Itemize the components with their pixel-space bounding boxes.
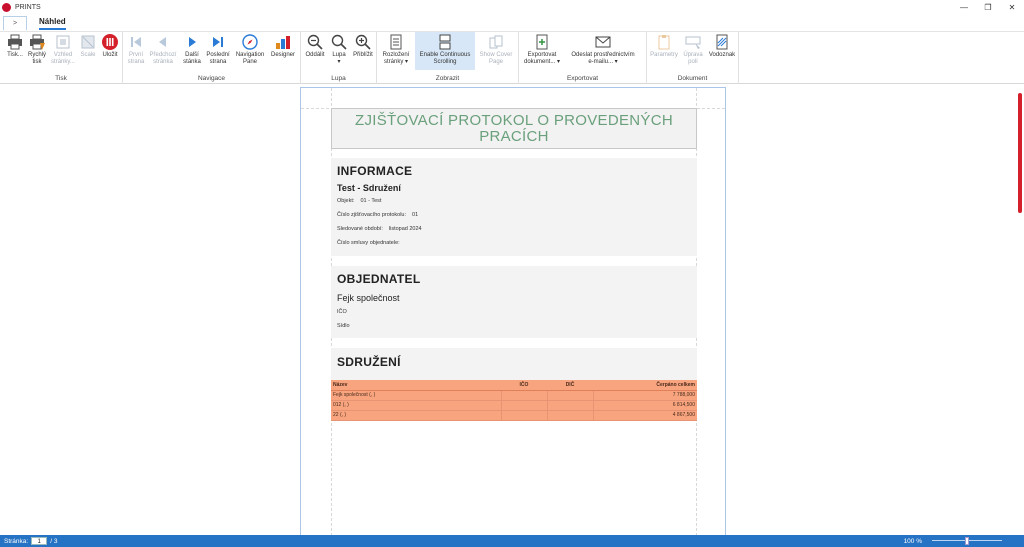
cover-page-icon: [488, 34, 504, 50]
show-cover-page-button[interactable]: Show Cover Page: [477, 34, 515, 66]
objednatel-name: Fejk společnost: [337, 293, 400, 303]
group-label-navigace: Navigace: [197, 75, 226, 82]
table-header-row: [331, 380, 697, 390]
ribbon: [0, 31, 1024, 84]
window-controls: [952, 0, 1024, 14]
zoom-percent: 100 %: [903, 537, 922, 545]
parameters-button[interactable]: Parametry: [649, 34, 679, 59]
section-informace: [331, 158, 697, 256]
group-label-lupa: Lupa: [331, 75, 346, 82]
group-navigace: [123, 32, 301, 84]
document-title-box: [331, 108, 697, 149]
last-page-icon: [210, 34, 226, 50]
parameters-icon: [656, 34, 672, 50]
page-total: / 3: [50, 537, 58, 545]
continuous-scrolling-button[interactable]: Enable Continuous Scrolling: [415, 32, 475, 70]
next-page-button[interactable]: Další stánka: [181, 34, 203, 66]
close-button[interactable]: ✕: [1008, 2, 1016, 12]
edit-fields-button[interactable]: Úprava polí: [681, 34, 705, 66]
zoom-dropdown-button[interactable]: Lupa ▾: [329, 34, 349, 66]
info-row-objekt: Objekt: 01 - Test: [337, 198, 382, 204]
document-page: [300, 87, 726, 537]
restore-button[interactable]: ❐: [984, 2, 992, 12]
magnifier-icon: [331, 34, 347, 50]
informace-subtitle: Test - Sdružení: [337, 183, 401, 193]
navigation-pane-button[interactable]: Navigation Pane: [233, 34, 267, 66]
minimize-button[interactable]: —: [960, 2, 968, 12]
table-row: 012 (, ) 6 814,500: [333, 402, 695, 408]
group-label-dokument: Dokument: [677, 75, 708, 82]
page-label: Stránka:: [4, 537, 29, 545]
sdruzeni-table: [331, 380, 697, 421]
export-document-button[interactable]: Exportovat dokument... ▾: [521, 34, 563, 66]
document-title: ZJIŠŤOVACÍ PROTOKOL O PROVEDENÝCH PRACÍCH: [354, 111, 673, 145]
group-label-tisk: Tisk: [55, 75, 67, 82]
info-row-obdobi: Sledované období: listopad 2024: [337, 226, 422, 232]
page-layout-icon: [388, 34, 404, 50]
watermark-icon: [714, 34, 730, 50]
ribbon-tab-row: [0, 14, 1024, 30]
export-icon: [534, 34, 550, 50]
zoom-out-button[interactable]: Oddálit: [303, 34, 327, 59]
first-page-icon: [128, 34, 144, 50]
info-row-smlouva: Číslo smluvy objednatele:: [337, 240, 400, 246]
tab-nahled[interactable]: Náhled: [39, 17, 66, 30]
document-viewer[interactable]: [0, 85, 1024, 535]
last-page-button[interactable]: Poslední strana: [205, 34, 231, 66]
designer-icon: [275, 34, 291, 50]
page-setup-icon: [55, 34, 71, 50]
print-button[interactable]: Tisk...: [4, 34, 26, 59]
continuous-scroll-icon: [437, 34, 453, 50]
app-title: PRINTS: [15, 3, 41, 11]
section-objednatel: [331, 266, 697, 338]
compass-icon: [242, 34, 258, 50]
send-email-button[interactable]: Odeslat prostřednictvím e-mailu... ▾: [565, 34, 641, 66]
quick-print-button[interactable]: Rychlý tisk: [26, 34, 48, 66]
section-heading-informace: INFORMACE: [337, 164, 413, 178]
quick-printer-icon: [29, 34, 45, 50]
printer-icon: [7, 34, 23, 50]
save-icon: [102, 34, 118, 50]
table-row: Fejk společnost (, ) 7 788,000: [333, 392, 695, 398]
table-header-ico: IČO: [501, 380, 547, 390]
next-page-icon: [184, 34, 200, 50]
objednatel-sidlo: Sídlo: [337, 323, 350, 329]
group-zobrazit: [377, 32, 519, 84]
group-tisk: [0, 32, 123, 84]
scale-icon: [80, 34, 96, 50]
prev-page-button[interactable]: Předchozí stránka: [149, 34, 177, 66]
scale-button[interactable]: Scale: [78, 34, 98, 59]
page-setup-button[interactable]: Vzhled stránky...: [50, 34, 76, 66]
zoom-in-icon: [355, 34, 371, 50]
section-sdruzeni: [331, 348, 697, 380]
prev-page-icon: [155, 34, 171, 50]
table-header-nazev: Název: [331, 380, 501, 390]
page-layout-button[interactable]: Rozložení stránky ▾: [379, 34, 413, 66]
title-bar: [0, 0, 1024, 14]
group-exportovat: [519, 32, 647, 84]
group-label-zobrazit: Zobrazit: [435, 75, 460, 82]
app-menu-button[interactable]: >: [3, 16, 27, 30]
edit-fields-icon: [685, 34, 701, 50]
designer-button[interactable]: Designer: [269, 34, 297, 59]
status-bar: [0, 535, 1024, 547]
info-row-cislo-protokolu: Číslo zjišťovacího protokolu: 01: [337, 212, 419, 218]
app-logo-icon: [2, 3, 11, 12]
zoom-slider[interactable]: [932, 537, 1002, 545]
first-page-button[interactable]: První strana: [125, 34, 147, 66]
table-header-cerpano: Čerpáno celkem: [593, 380, 697, 390]
envelope-icon: [595, 34, 611, 50]
section-heading-sdruzeni: SDRUŽENÍ: [337, 355, 401, 369]
table-header-dic: DIČ: [547, 380, 593, 390]
group-dokument: [647, 32, 739, 84]
zoom-slider-thumb[interactable]: [965, 537, 969, 545]
section-heading-objednatel: OBJEDNATEL: [337, 272, 421, 286]
objednatel-ico: IČO: [337, 309, 347, 315]
watermark-button[interactable]: Vodoznak: [707, 34, 737, 59]
page-number-input[interactable]: 1: [31, 537, 47, 545]
group-label-exportovat: Exportovat: [566, 75, 599, 82]
vertical-scrollbar[interactable]: [1018, 93, 1022, 213]
save-button[interactable]: Uložit: [100, 34, 120, 59]
zoom-in-button[interactable]: Přiblížit: [351, 34, 375, 59]
group-lupa: [301, 32, 377, 84]
zoom-out-icon: [307, 34, 323, 50]
table-row: 22 (, ) 4 867,500: [333, 412, 695, 418]
